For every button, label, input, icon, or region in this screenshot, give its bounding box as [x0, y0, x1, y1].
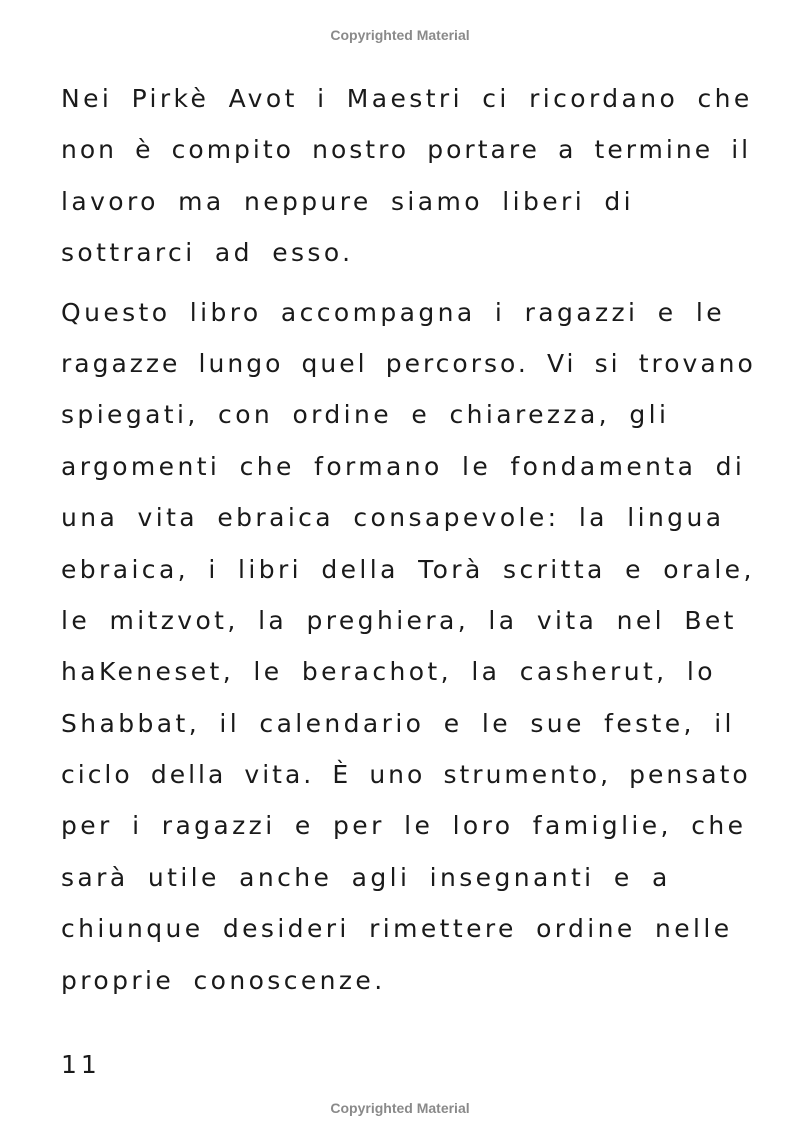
text-line: le mitzvot, la preghiera, la vita nel Bet	[61, 605, 737, 635]
text-line: chiunque desideri rimettere ordine nelle	[61, 914, 733, 944]
text-line: ragazze lungo quel percorso. Vi si trovano	[61, 348, 756, 378]
page-number: 11	[61, 1050, 101, 1079]
text-line: haKeneset, le berachot, la casherut, lo	[61, 657, 716, 687]
text-line: spiegati, con ordine e chiarezza, gli	[61, 400, 670, 430]
copyright-watermark-bottom: Copyrighted Material	[330, 1100, 470, 1116]
text-line: ebraica, i libri della Torà scritta e orale,	[61, 554, 755, 584]
text-line: per i ragazzi e per le loro famiglie, che	[61, 811, 747, 841]
paragraph-2	[61, 287, 756, 1006]
text-line: sarà utile anche agli insegnanti e a	[61, 862, 671, 892]
text-line: sottrarci ad esso.	[61, 238, 354, 268]
text-line: lavoro ma neppure siamo liberi di	[61, 186, 635, 216]
text-line: Questo libro accompagna i ragazzi e le	[61, 297, 726, 327]
text-line: argomenti che formano le fondamenta di	[61, 451, 746, 481]
text-line: Nei Pirkè Avot i Maestri ci ricordano che	[61, 84, 753, 113]
text-line: proprie conoscenze.	[61, 965, 386, 995]
body-text	[61, 73, 756, 1006]
text-line: non è compito nostro portare a termine il	[61, 135, 752, 165]
text-line: ciclo della vita. È uno strumento, pensato	[61, 760, 751, 790]
text-line: Shabbat, il calendario e le sue feste, il	[61, 708, 735, 738]
copyright-watermark-top: Copyrighted Material	[330, 27, 470, 43]
paragraph-1	[61, 73, 753, 279]
text-line: una vita ebraica consapevole: la lingua	[61, 503, 725, 533]
